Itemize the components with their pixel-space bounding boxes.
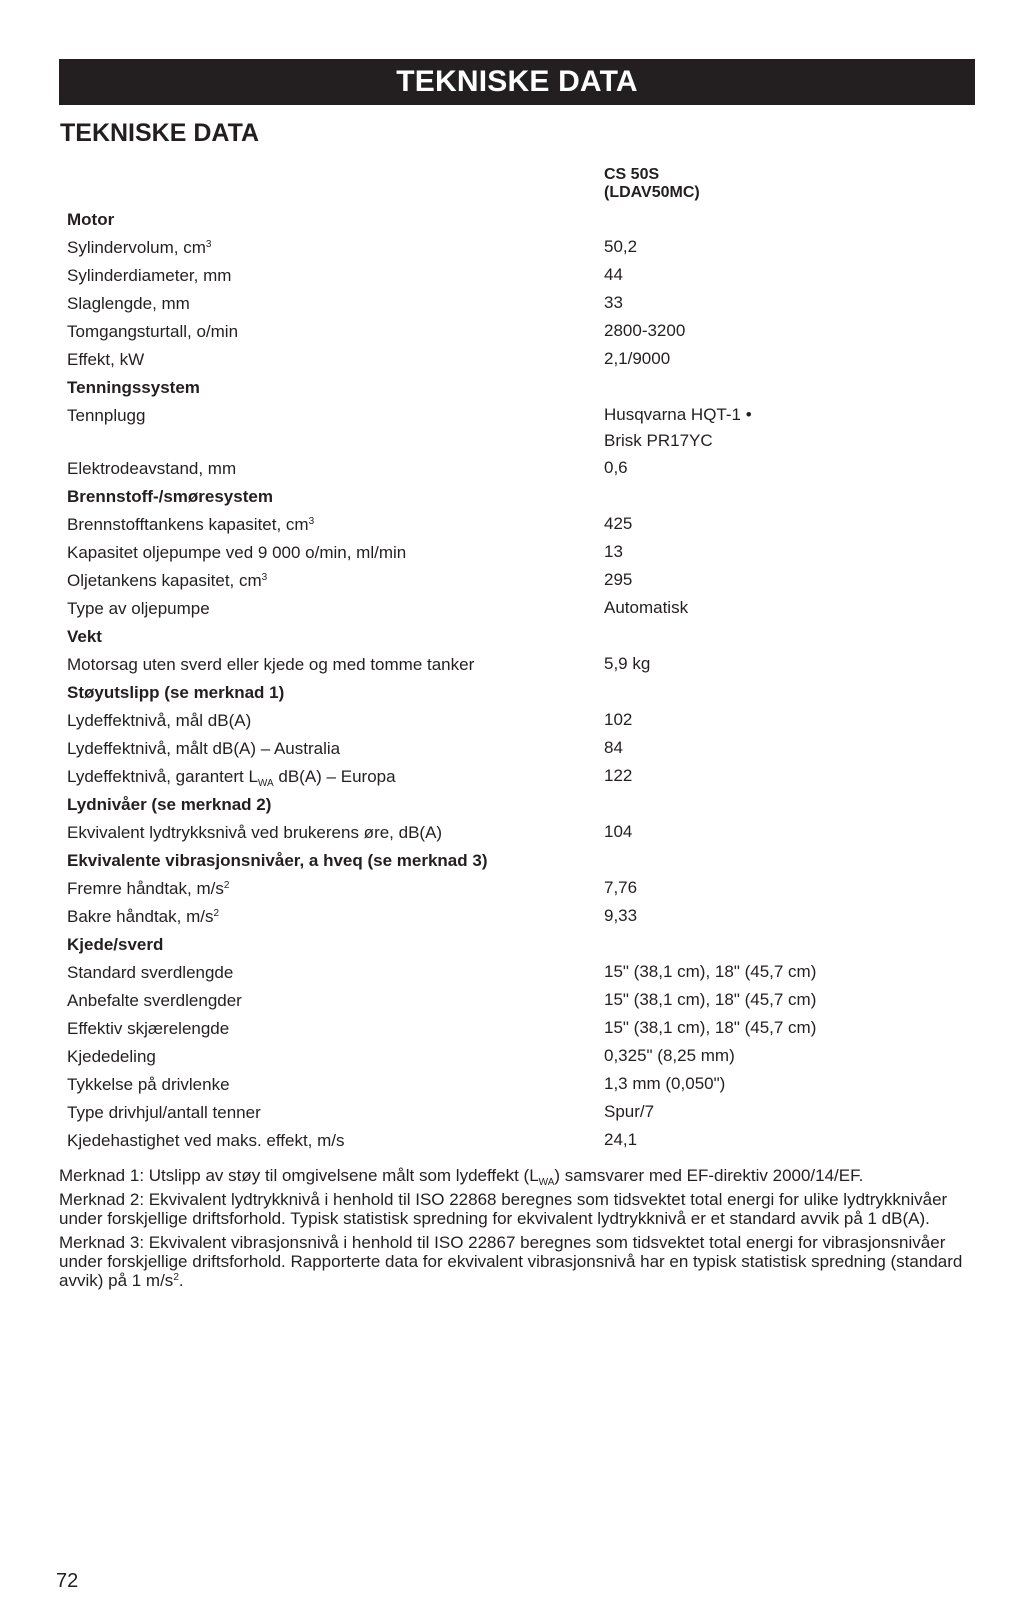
spec-row bbox=[67, 234, 967, 262]
section-heading-row bbox=[67, 374, 967, 402]
spec-row bbox=[67, 1015, 967, 1043]
spec-label: Fremre håndtak, $m/s^2$ bbox=[67, 879, 230, 898]
spec-value: 15" (38,1 cm), 18" (45,7 cm) bbox=[604, 962, 817, 981]
spec-value: 7,76 bbox=[604, 878, 638, 897]
spec-row bbox=[67, 903, 967, 931]
spec-row bbox=[67, 1099, 967, 1127]
spec-label: Type av oljepumpe bbox=[67, 599, 210, 618]
section-heading-row bbox=[67, 791, 967, 819]
spec-row bbox=[67, 290, 967, 318]
spec-label: Tennplugg bbox=[67, 406, 146, 425]
spec-label: Tykkelse på drivlenke bbox=[67, 1075, 230, 1094]
spec-row bbox=[67, 595, 967, 623]
spec-row bbox=[67, 567, 967, 595]
spec-value: 84 bbox=[604, 738, 623, 757]
section-heading-row bbox=[67, 483, 967, 511]
spec-label: Brennstofftankens kapasitet, $cm^3$ bbox=[67, 515, 315, 534]
model-name: CS 50S bbox=[604, 166, 660, 183]
spec-label: Bakre håndtak, $m/s^2$ bbox=[67, 907, 220, 926]
spec-label: Effekt, kW bbox=[67, 350, 145, 369]
spec-row bbox=[67, 402, 967, 455]
spec-row bbox=[67, 1127, 967, 1155]
model-column-header bbox=[604, 166, 700, 202]
spec-value: Spur/7 bbox=[604, 1102, 655, 1121]
spec-value: 50,2 bbox=[604, 237, 638, 256]
spec-value: 2,1/9000 bbox=[604, 349, 671, 368]
spec-value: Automatisk bbox=[604, 598, 689, 617]
spec-row bbox=[67, 318, 967, 346]
spec-label: Elektrodeavstand, mm bbox=[67, 459, 237, 478]
spec-value: 0,325" (8,25 mm) bbox=[604, 1046, 735, 1065]
spec-value: 2800-3200 bbox=[604, 321, 686, 340]
spec-row bbox=[67, 875, 967, 903]
spec-label: Slaglengde, mm bbox=[67, 294, 190, 313]
spec-row bbox=[67, 651, 967, 679]
spec-row bbox=[67, 763, 967, 791]
spec-row bbox=[67, 539, 967, 567]
spec-value: 15" (38,1 cm), 18" (45,7 cm) bbox=[604, 1018, 817, 1037]
section-heading-row bbox=[67, 847, 967, 875]
section-heading-row bbox=[67, 623, 967, 651]
spec-row bbox=[67, 1043, 967, 1071]
spec-value: 33 bbox=[604, 293, 623, 312]
spec-row bbox=[67, 1071, 967, 1099]
section-heading-row bbox=[67, 931, 967, 959]
spec-value: 425 bbox=[604, 514, 633, 533]
note-1: Merknad 1: Utslipp av støy til omgivelsene målt som lydeffekt $(L_{WA})$ samsvarer med EF-direktiv 2000/14/EF. bbox=[59, 1166, 864, 1188]
spec-label: Standard sverdlengde bbox=[67, 963, 234, 982]
spec-table bbox=[67, 206, 967, 1155]
spec-label: Lydeffektnivå, målt dB(A) – Australia bbox=[67, 739, 341, 758]
spec-value: 13 bbox=[604, 542, 623, 561]
spec-value: 122 bbox=[604, 766, 633, 785]
section-heading: Motor bbox=[67, 210, 115, 229]
spec-label: Oljetankens kapasitet, $cm^3$ bbox=[67, 571, 268, 590]
note-2: Merknad 2: Ekvivalent lydtrykknivå i henhold til ISO 22868 beregnes som tidsvektet total energi for ulike lydtrykknivåer under forskjellige driftsforhold. Typisk statistisk spredning for ekvivalent lydtrykknivå er et standard avvik på 1 dB(A). bbox=[59, 1190, 948, 1228]
spec-label: Kapasitet oljepumpe ved 9 000 o/min, ml/min bbox=[67, 543, 407, 562]
spec-row bbox=[67, 987, 967, 1015]
spec-label: Type drivhjul/antall tenner bbox=[67, 1103, 261, 1122]
spec-value: 15" (38,1 cm), 18" (45,7 cm) bbox=[604, 990, 817, 1009]
spec-value: 24,1 bbox=[604, 1130, 638, 1149]
header-banner: TEKNISKE DATA bbox=[59, 59, 975, 105]
spec-row bbox=[67, 511, 967, 539]
spec-value: 104 bbox=[604, 822, 633, 841]
section-heading: Vekt bbox=[67, 627, 102, 646]
note-3: Merknad 3: Ekvivalent vibrasjonsnivå i henhold til ISO 22867 beregnes som tidsvektet total energi for vibrasjonsnivåer under forskjellige driftsforhold. Rapporterte data for ekvivalent vibrasjonsnivå har en typisk statistisk spredning (standard avvik) på 1 $m/s^2$. bbox=[59, 1233, 963, 1290]
section-heading: Brennstoff-/smøresystem bbox=[67, 487, 273, 506]
spec-label: Effektiv skjærelengde bbox=[67, 1019, 230, 1038]
section-heading: Tenningssystem bbox=[67, 378, 200, 397]
spec-label: Kjededeling bbox=[67, 1047, 156, 1066]
spec-label: Lydeffektnivå, garantert $L_{WA}$ dB(A) – Europa bbox=[67, 767, 396, 789]
section-heading: Ekvivalente vibrasjonsnivåer, a hveq (se merknad 3) bbox=[67, 851, 488, 870]
section-heading-row bbox=[67, 679, 967, 707]
spec-row bbox=[67, 455, 967, 483]
spec-value: 9,33 bbox=[604, 906, 638, 925]
spec-row bbox=[67, 346, 967, 374]
section-heading-row bbox=[67, 206, 967, 234]
spec-row bbox=[67, 819, 967, 847]
notes bbox=[59, 1166, 979, 1295]
spec-value: 5,9 kg bbox=[604, 654, 651, 673]
page-title: TEKNISKE DATA bbox=[60, 119, 260, 147]
spec-value: 102 bbox=[604, 710, 633, 729]
spec-value: 1,3 mm (0,050") bbox=[604, 1074, 726, 1093]
spec-label: Anbefalte sverdlengder bbox=[67, 991, 242, 1010]
spec-label: Tomgangsturtall, o/min bbox=[67, 322, 239, 341]
spec-label: Sylindervolum, $cm^3$ bbox=[67, 238, 212, 257]
spec-row bbox=[67, 707, 967, 735]
spec-value: 295 bbox=[604, 570, 633, 589]
section-heading: Støyutslipp (se merknad 1) bbox=[67, 683, 285, 702]
model-code: (LDAV50MC) bbox=[604, 184, 700, 201]
spec-value: 44 bbox=[604, 265, 623, 284]
section-heading: Lydnivåer (se merknad 2) bbox=[67, 795, 272, 814]
spec-label: Lydeffektnivå, mål dB(A) bbox=[67, 711, 252, 730]
page-number: 72 bbox=[56, 1570, 79, 1592]
spec-value: Husqvarna HQT-1 • Brisk PR17YC bbox=[604, 405, 752, 450]
spec-label: Ekvivalent lydtrykksnivå ved brukerens øre, dB(A) bbox=[67, 823, 443, 842]
spec-label: Kjedehastighet ved maks. effekt, m/s bbox=[67, 1131, 345, 1150]
spec-row bbox=[67, 262, 967, 290]
spec-value: 0,6 bbox=[604, 458, 628, 477]
spec-label: Motorsag uten sverd eller kjede og med tomme tanker bbox=[67, 655, 475, 674]
spec-row bbox=[67, 735, 967, 763]
section-heading: Kjede/sverd bbox=[67, 935, 164, 954]
spec-row bbox=[67, 959, 967, 987]
spec-label: Sylinderdiameter, mm bbox=[67, 266, 232, 285]
